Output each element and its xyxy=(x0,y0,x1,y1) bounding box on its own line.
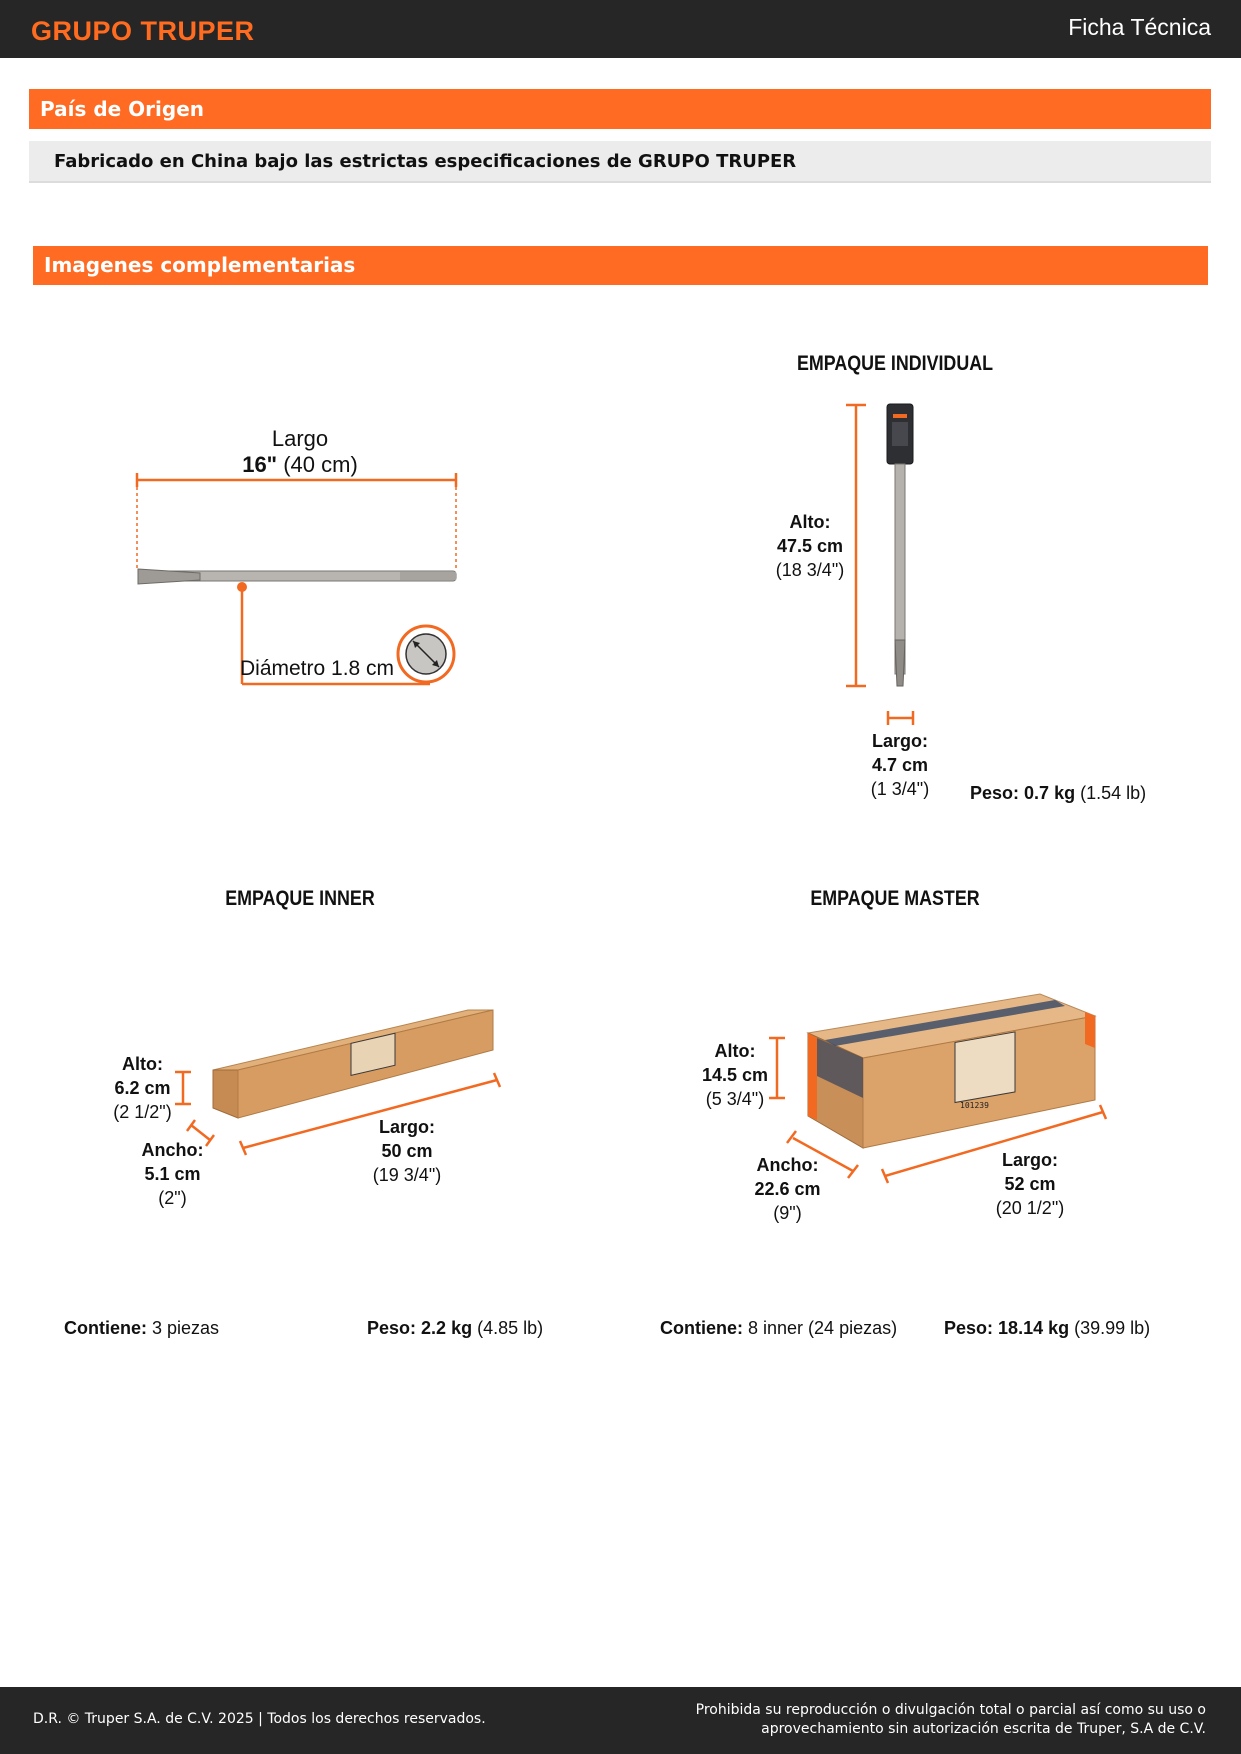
inner-title: EMPAQUE INNER xyxy=(225,887,375,910)
product-length-title: Largo xyxy=(271,426,329,451)
inner-contains: Contiene: 3 piezas xyxy=(64,1318,220,1338)
inner-height: Alto: 6.2 cm (2 1/2") xyxy=(113,1054,172,1122)
individual-title: EMPAQUE INDIVIDUAL xyxy=(796,352,994,375)
inner-length: Largo: 50 cm (19 3/4") xyxy=(372,1117,442,1185)
master-contains: Contiene: 8 inner (24 piezas) xyxy=(660,1318,898,1338)
individual-length: Largo: 4.7 cm (1 3/4") xyxy=(870,731,930,799)
inner-width: Ancho: 5.1 cm (2") xyxy=(141,1140,204,1208)
footer-copyright: D.R. © Truper S.A. de C.V. 2025 | Todos los derechos reservados. xyxy=(33,1711,486,1727)
images-section-title: Imagenes complementarias xyxy=(33,246,1208,285)
master-weight: Peso: 18.14 kg (39.99 lb) xyxy=(944,1318,1151,1338)
master-title: EMPAQUE MASTER xyxy=(810,887,980,910)
master-length: Largo: 52 cm (20 1/2") xyxy=(995,1150,1065,1218)
master-height: Alto: 14.5 cm (5 3/4") xyxy=(701,1041,769,1109)
individual-weight: Peso: 0.7 kg (1.54 lb) xyxy=(970,783,1147,803)
footer-legal: Prohibida su reproducción o divulgación total o parcial así como su uso o aprovechamiento sin autorización escrita de Truper, S.A de C.V. xyxy=(695,1702,1206,1737)
origin-text: Fabricado en China bajo las estrictas especificaciones de GRUPO TRUPER xyxy=(29,141,1211,183)
master-box-code: 101239 xyxy=(960,1101,989,1110)
header-bar xyxy=(0,0,1241,58)
product-length-metric: (40 cm) xyxy=(283,452,358,477)
document-type: Ficha Técnica xyxy=(1068,14,1211,40)
origin-section-title: País de Origen xyxy=(29,89,1211,129)
master-width: Ancho: 22.6 cm (9") xyxy=(754,1155,821,1223)
product-length-imperial: 16" xyxy=(242,452,278,477)
brand-logo: GRUPO TRUPER xyxy=(31,16,255,46)
individual-height: Alto: 47.5 cm (18 3/4") xyxy=(775,512,845,580)
product-diameter: Diámetro 1.8 cm xyxy=(240,657,395,680)
inner-weight: Peso: 2.2 kg (4.85 lb) xyxy=(367,1318,544,1338)
footer xyxy=(0,1687,1241,1754)
